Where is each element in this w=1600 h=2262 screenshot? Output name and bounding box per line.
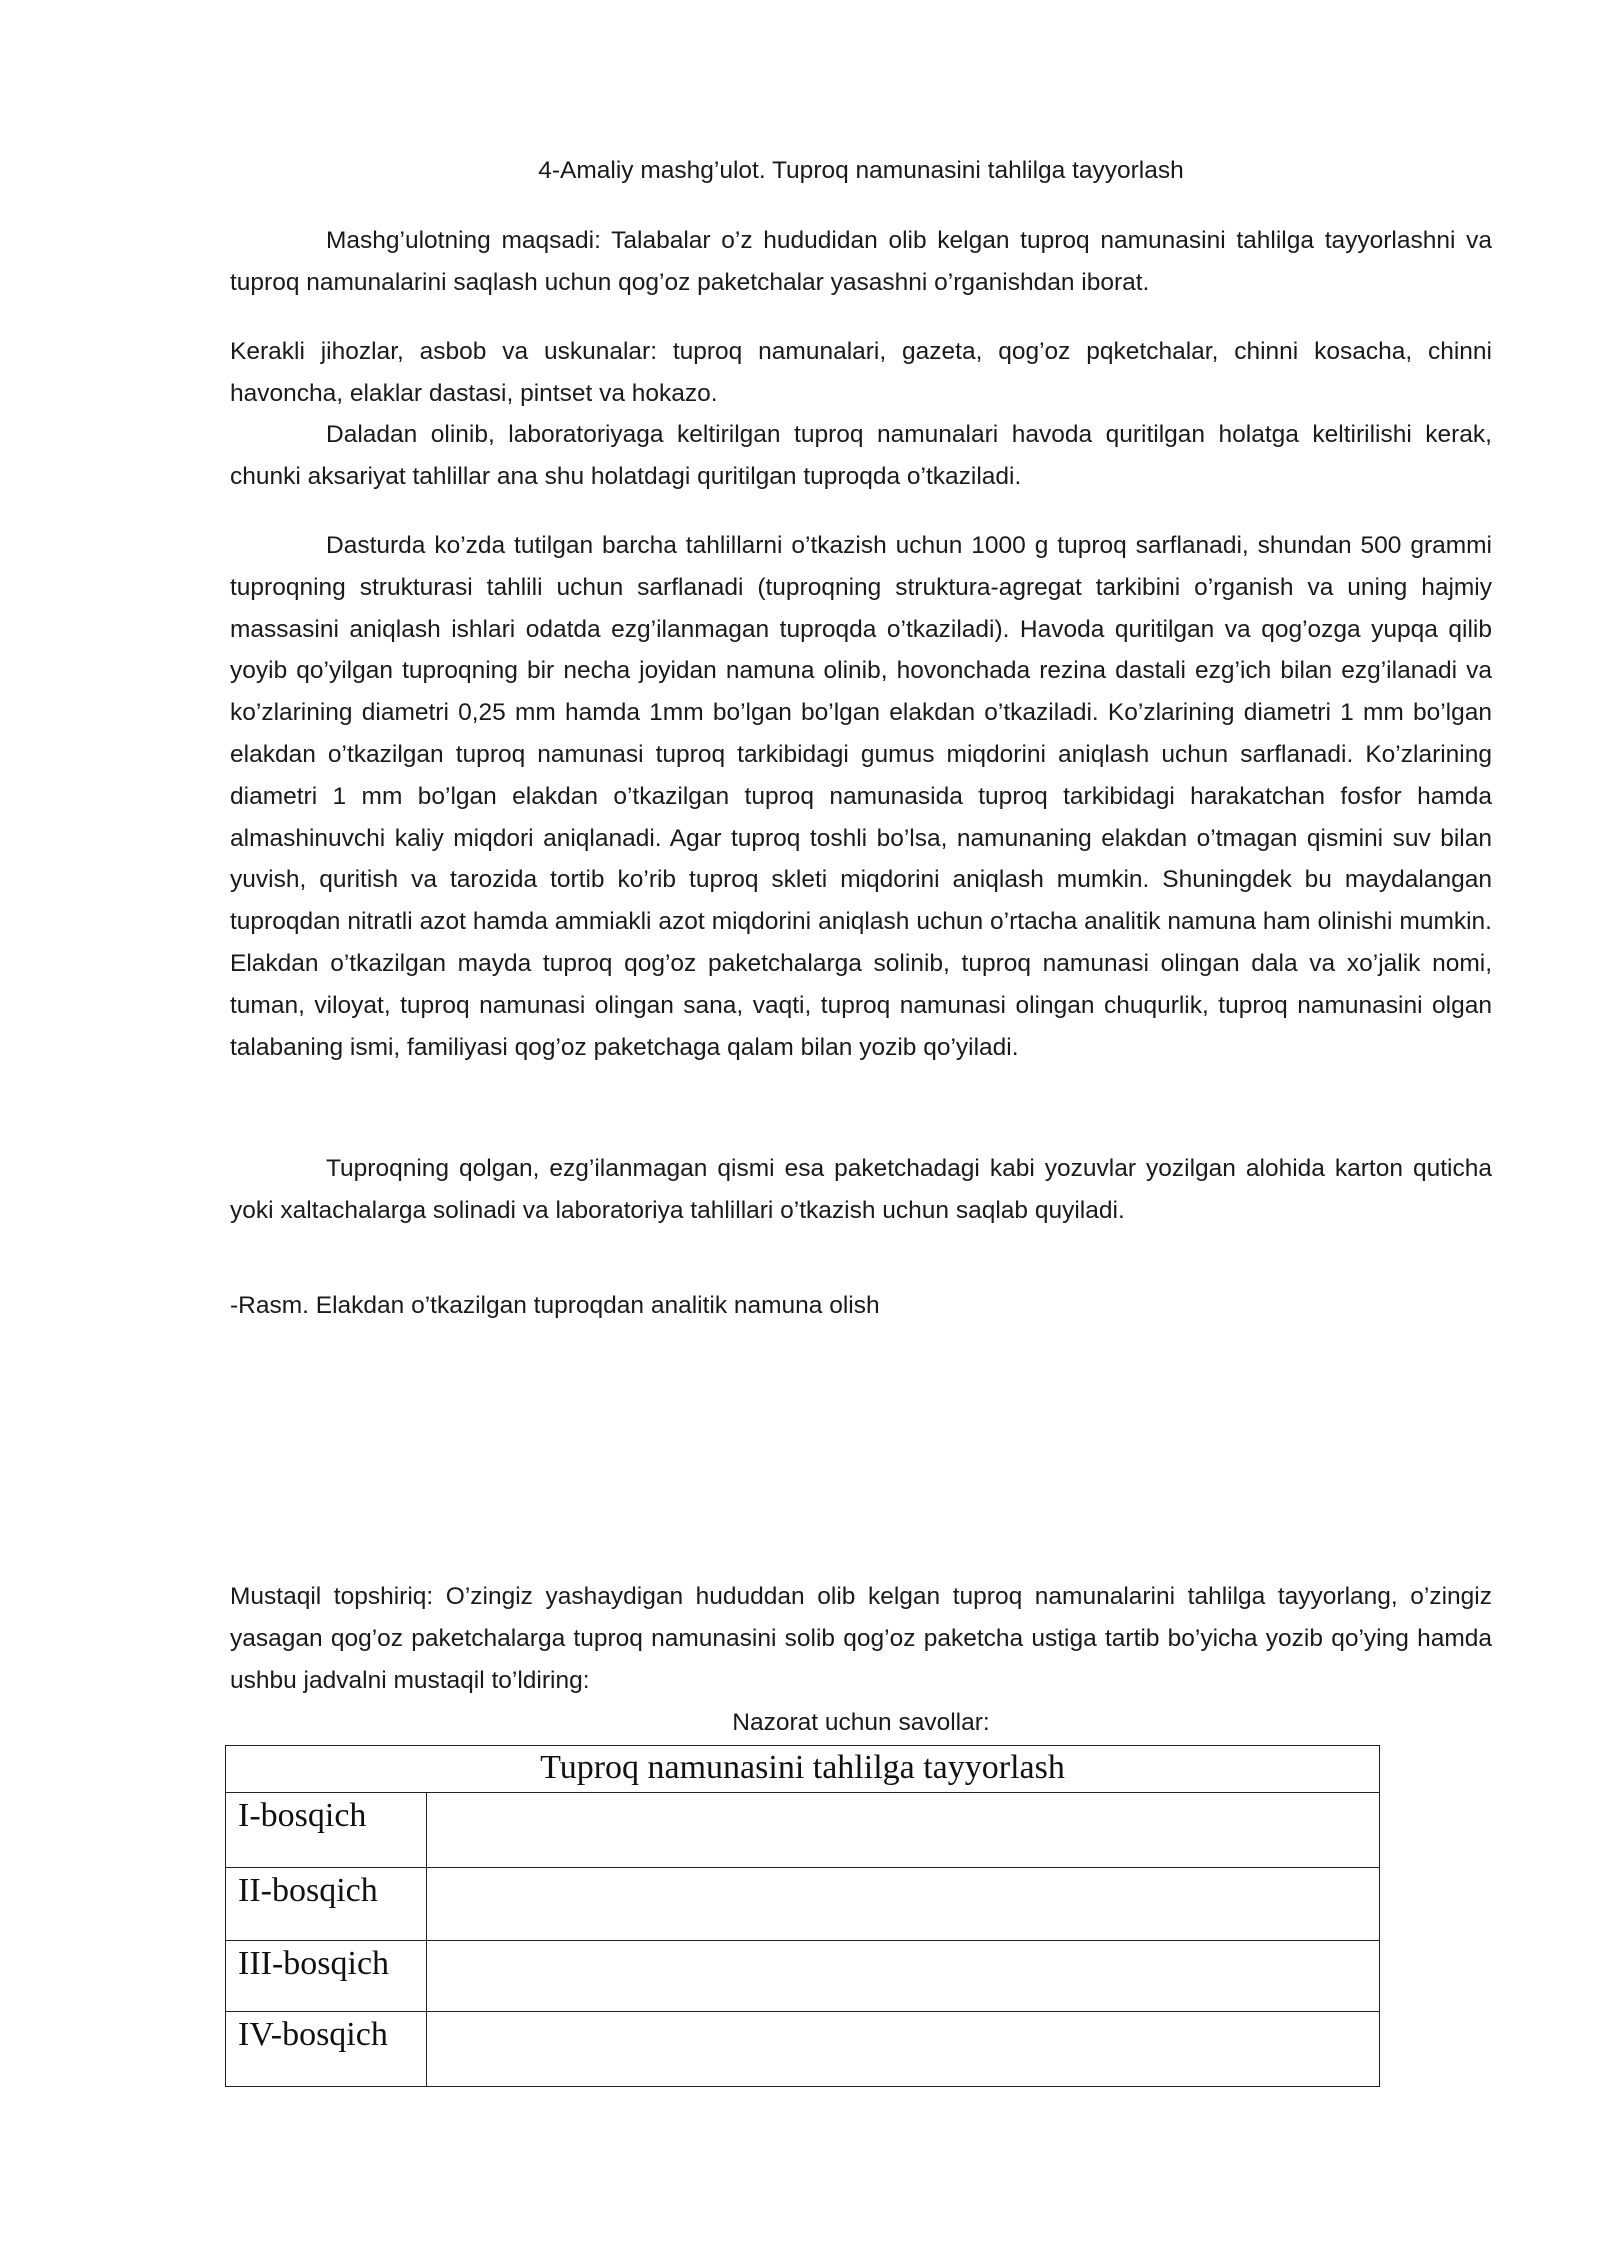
task-paragraph: Mustaqil topshiriq: O’zingiz yashaydigan hududdan olib kelgan tuproq namunalarini tahlilga tayyorlang, o’zingiz yasagan qog’oz paketchalarga tuproq namunasini solib qog’oz paketcha ustiga tartib bo’yicha yozib qo’ying hamda ushbu jadvalni mustaqil to’ldiring: — [230, 1583, 1492, 1694]
tools-paragraph: Kerakli jihozlar, asbob va uskunalar: tuproq namunalari, gazeta, qog’oz pqketchalar, chinni kosacha, chinni havoncha, elaklar dastasi, pintset va hokazo. — [230, 338, 1492, 407]
goal-paragraph: Mashg’ulotning maqsadi: Talabalar o’z hududidan olib kelgan tuproq namunasini tahlilga tayyorlashni va tuproq namunalarini saqlash uchun qog’oz paketchalar yasashni o’rganishdan iborat. — [230, 227, 1492, 296]
drying-paragraph: Daladan olinib, laboratoriyaga keltirilgan tuproq namunalari havoda quritilgan holatga keltirilishi kerak, chunki aksariyat tahlillar ana shu holatdagi quritilgan tuproqda o’tkaziladi. — [230, 421, 1492, 490]
program-paragraph: Dasturda ko’zda tutilgan barcha tahlillarni o’tkazish uchun 1000 g tuproq sarflanadi, shundan 500 grammi tuproqning strukturasi tahlili uchun sarflanadi (tuproqning struktura-agregat tarkibini o’rganish va uning hajmiy massasini aniqlash ishlari odatda ezg’ilanmagan tuproqda o’tkaziladi). Havoda quritilgan va qog’ozga yupqa qilib yoyib qo’yilgan tuproqning bir necha joyidan namuna olinib, hovonchada rezina dastali ezg’ich bilan ezg’ilanadi va ko’zlarining diametri 0,25 mm hamda 1mm bo’lgan bo’lgan elakdan o’tkaziladi. Ko’zlarining diametri 1 mm bo’lgan elakdan o’tkazilgan tuproq namunasi tuproq tarkibidagi gumus miqdorini aniqlash uchun sarflanadi. Ko’zlarining diametri 1 mm bo’lgan elakdan o’tkazilgan tuproq namunasida tuproq tarkibidagi harakatchan fosfor hamda almashinuvchi kaliy miqdori aniqlanadi. Agar tuproq toshli bo’lsa, namunaning elakdan o’tmagan qismini suv bilan yuvish, quritish va tarozida tortib ko’rib tuproq skleti miqdorini aniqlash mumkin. Shuningdek bu maydalangan tuproqdan nitratli azot hamda ammiakli azot miqdorini aniqlash uchun o’rtacha analitik namuna ham olinishi mumkin. Elakdan o’tkazilgan mayda tuproq qog’oz paketchalarga solinib, tuproq namunasi olingan dala va xo’jalik nomi, tuman, viloyat, tuproq namunasi olingan sana, vaqti, tuproq namunasi olingan chuqurlik, tuproq namunasini olgan talabaning ismi, familiyasi qog’oz paketchaga qalam bilan yozib qo’yiladi. — [230, 532, 1492, 1061]
table-row — [226, 1868, 1380, 1941]
table-row — [226, 1941, 1380, 2012]
step-label: III-bosqich — [226, 1941, 427, 2012]
table-header: Tuproq namunasini tahlilga tayyorlash — [226, 1746, 1380, 1793]
step-answer-cell[interactable] — [427, 1793, 1380, 1868]
figure-caption: -Rasm. Elakdan o’tkazilgan tuproqdan analitik namuna olish — [230, 1292, 880, 1319]
step-answer-cell[interactable] — [427, 2012, 1380, 2087]
table-header-row — [226, 1746, 1380, 1793]
step-label: II-bosqich — [226, 1868, 427, 1941]
questions-heading: Nazorat uchun savollar: — [732, 1709, 990, 1736]
document-title: 4-Amaliy mashg’ulot. Tuproq namunasini tahlilga tayyorlash — [538, 157, 1184, 184]
step-label: IV-bosqich — [226, 2012, 427, 2087]
table-row — [226, 2012, 1380, 2087]
step-answer-cell[interactable] — [427, 1941, 1380, 2012]
steps-table — [225, 1745, 1380, 2087]
step-answer-cell[interactable] — [427, 1868, 1380, 1941]
storage-paragraph: Tuproqning qolgan, ezg’ilanmagan qismi esa paketchadagi kabi yozuvlar yozilgan alohida karton quticha yoki xaltachalarga solinadi va laboratoriya tahlillari o’tkazish uchun saqlab quyiladi. — [230, 1155, 1492, 1224]
table-row — [226, 1793, 1380, 1868]
step-label: I-bosqich — [226, 1793, 427, 1868]
